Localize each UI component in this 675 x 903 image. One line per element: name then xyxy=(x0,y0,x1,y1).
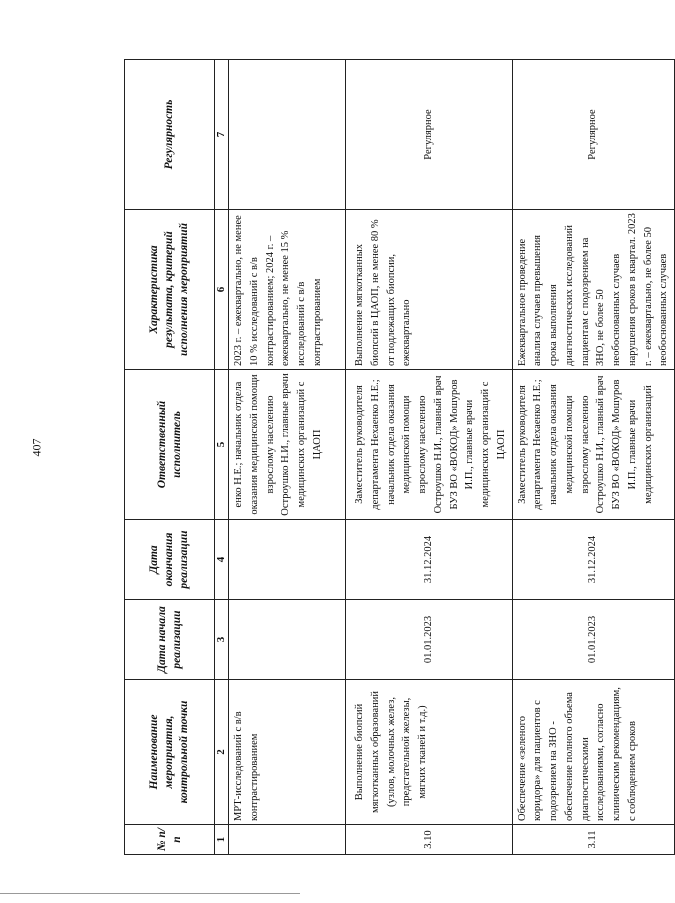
activity-name: Выполнение биопсий мягкотканных образований (узлов, молочных желез, предстательной железы, мягких тканей и т.д.) xyxy=(346,680,513,825)
result-criteria: Выполнение мягкотканных биопсий в ЦАОП, не менее 80 % от подлежащих биопсии, ежеквартально xyxy=(346,210,513,370)
activity-name: Обеспечение «зеленого коридора» для пациентов с подозрением на ЗНО - обеспечение полного объема диагностическими исследованиями, согласно клиническим рекомендациям, с соблюдением сроков xyxy=(512,680,675,825)
header-row xyxy=(125,60,215,855)
responsible-person: енко Н.Е.; начальник отдела оказания медицинской помощи взрослому населению Остроушко Н.И., главные врачи медицинских организаций с ЦАОП xyxy=(229,370,346,520)
result-criteria: Ежеквартальное проведение анализа случаев превышения срока выполнения диагностических исследований пациентам с подозрением на ЗНО, не более 50 необоснованных случаев нарушения сроков в квартал. 2023 г. – ежеквартально, не более 50 необоснованных случаев xyxy=(512,210,675,370)
footer-divider xyxy=(0,893,300,894)
header-end: Дата окончания реализации xyxy=(125,520,215,600)
end-date: 31.12.2024 xyxy=(512,520,675,600)
column-number: 5 xyxy=(215,370,229,520)
start-date: 01.01.2023 xyxy=(512,600,675,680)
regularity xyxy=(229,60,346,210)
table-row xyxy=(229,60,346,855)
regularity: Регулярное xyxy=(346,60,513,210)
table-rotated-wrapper xyxy=(124,60,670,855)
page-number: 407 xyxy=(29,438,44,457)
start-date xyxy=(229,600,346,680)
header-regularity: Регулярность xyxy=(125,60,215,210)
column-number: 2 xyxy=(215,680,229,825)
activity-name: МРТ-исследований с в/в контрастированием xyxy=(229,680,346,825)
header-num: № п/п xyxy=(125,825,215,855)
responsible-person: Заместитель руководителя департамента Нехаенко Н.Е.; начальник отдела оказания медицинской помощи взрослому населению Остроушко Н.И., главный врач БУЗ ВО «ВОКОД» Мошуров И.П., главные врачи медицинских организаций с ЦАОП xyxy=(346,370,513,520)
column-number: 3 xyxy=(215,600,229,680)
table-row xyxy=(512,60,675,855)
column-number: 1 xyxy=(215,825,229,855)
end-date xyxy=(229,520,346,600)
column-number-row xyxy=(215,60,229,855)
table-row xyxy=(346,60,513,855)
regularity: Регулярное xyxy=(512,60,675,210)
header-result: Характеристика результата, критерий исполнения мероприятий xyxy=(125,210,215,370)
end-date: 31.12.2024 xyxy=(346,520,513,600)
column-number: 6 xyxy=(215,210,229,370)
header-start: Дата начала реализации xyxy=(125,600,215,680)
column-number: 4 xyxy=(215,520,229,600)
responsible-person: Заместитель руководителя департамента Нехаенко Н.Е.; начальник отдела оказания медицинской помощи взрослому населению Остроушко Н.И., главный врач БУЗ ВО «ВОКОД» Мошуров И.П., главные врачи медицинских организаций xyxy=(512,370,675,520)
header-name: Наименование мероприятия, контрольной точки xyxy=(125,680,215,825)
activities-table xyxy=(124,59,675,855)
start-date: 01.01.2023 xyxy=(346,600,513,680)
result-criteria: 2023 г. – ежеквартально, не менее 10 % исследований с в/в контрастированием; 2024 г. – ежеквартально, не менее 15 % исследований с в/в контрастированием xyxy=(229,210,346,370)
row-number: 3.10 xyxy=(346,825,513,855)
row-number: 3.11 xyxy=(512,825,675,855)
row-number xyxy=(229,825,346,855)
header-responsible: Ответственный исполнитель xyxy=(125,370,215,520)
column-number: 7 xyxy=(215,60,229,210)
